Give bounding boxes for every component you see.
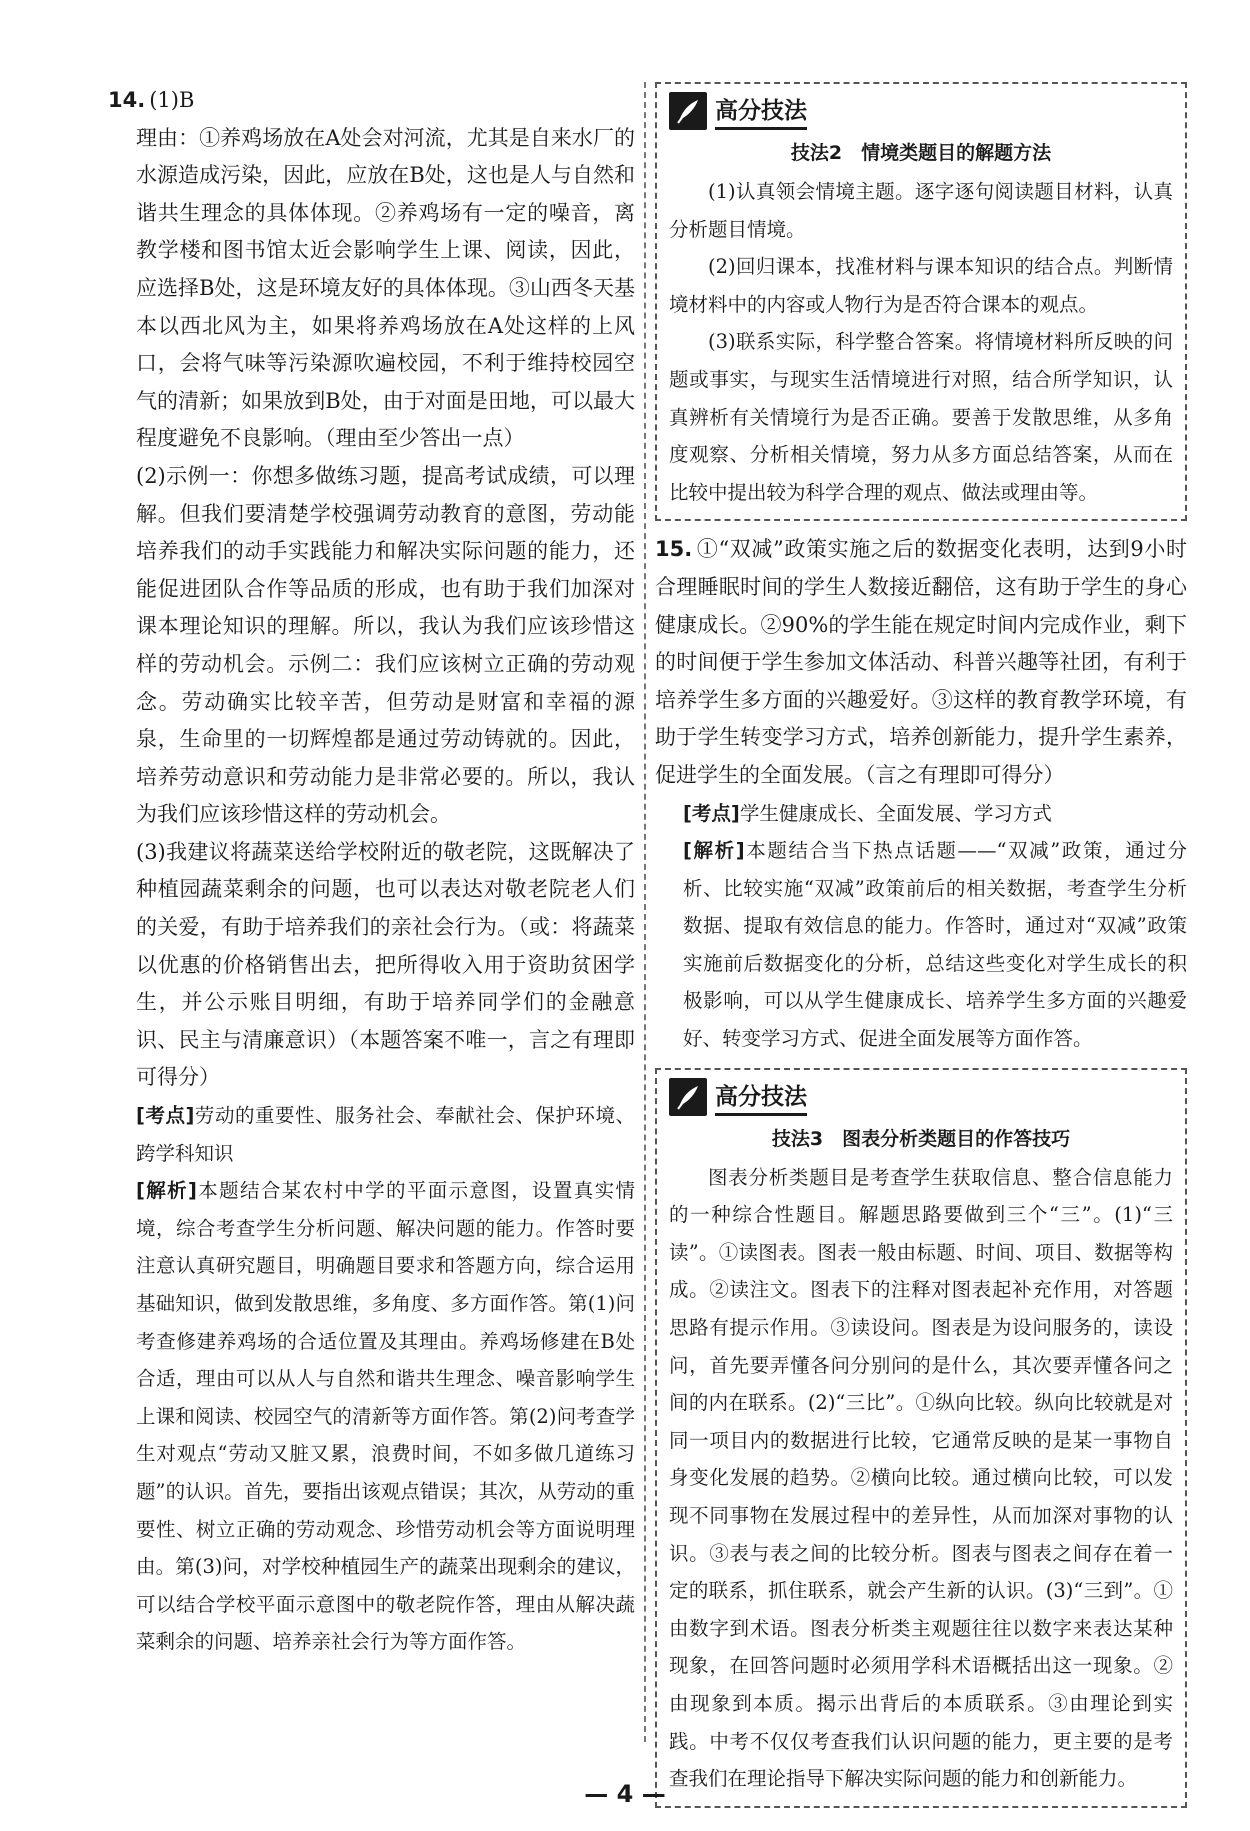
q15-answer-text: ①“双减”政策实施之后的数据变化表明，达到9小时合理睡眠时间的学生人数接近翻倍，这有助于学生的身心健康成长。②90%的学生能在规定时间内完成作业，剩下的时间便于学生参加文体活动、科普兴趣等社团，有利于培养学生多方面的兴趣爱好。③这样的教育教学环境，有助于学生转变学习方式，培养创新能力，提升学生素养，促进学生的全面发展。（言之有理即可得分）: [655, 537, 1187, 787]
skill-title: 技法3 图表分析类题目的作答技巧: [771, 1127, 1071, 1150]
right-column: [655, 82, 1187, 1808]
q14-jiexi: [108, 1172, 635, 1661]
jiexi-tag: [解析]: [136, 1179, 197, 1203]
q15-kaodian: [655, 795, 1187, 833]
kaodian-text: 学生健康成长、全面发展、学习方式: [739, 801, 1052, 825]
column-divider: [644, 82, 646, 1742]
q14-part3: (3)我建议将蔬菜送给学校附近的敬老院，这既解决了种植园蔬菜剩余的问题，也可以表达对敬老院老人们的关爱，有助于培养我们的亲社会行为。（或：将蔬菜以优惠的价格销售出去，把所得收入用于资助贫困学生，并公示账目明细，有助于培养同学们的金融意识、民主与清廉意识）（本题答案不唯一，言之有理即可得分）: [136, 839, 635, 1090]
box-paragraph: (1)认真领会情境主题。逐字逐句阅读题目材料，认真分析题目情境。: [669, 180, 1173, 241]
jiexi-text: 本题结合某农村中学的平面示意图，设置真实情境，综合考查学生分析问题、解决问题的能力。作答时要注意认真研究题目，明确题目要求和答题方向，综合运用基础知识，做到发散思维，多角度、多方面作答。第(1)问考查修建养鸡场的合适位置及其理由。养鸡场修建在B处合适，理由可以从人与自然和谐共生理念、噪音影响学生上课和阅读、校园空气的清新等方面作答。第(2)问考查学生对观点“劳动又脏又累，浪费时间，不如多做几道练习题”的认识。首先，要指出该观点错误；其次，从劳动的重要性、树立正确的劳动观念、珍惜劳动机会等方面说明理由。第(3)问，对学校种植园生产的蔬菜出现剩余的建议，可以结合学校平面示意图中的敬老院作答，理由从解决蔬菜剩余的问题、培养亲社会行为等方面作答。: [136, 1179, 635, 1654]
q14-kaodian: [108, 1097, 635, 1172]
q14-part2: (2)示例一：你想多做练习题，提高考试成绩，可以理解。但我们要清楚学校强调劳动教育的意图，劳动能培养我们的动手实践能力和解决实际问题的能力，还能促进团队合作等品质的形成，也有助于我们加深对课本理论知识的理解。所以，我认为我们应该珍惜这样的劳动机会。示例二：我们应该树立正确的劳动观念。劳动确实比较辛苦，但劳动是财富和幸福的源泉，生命里的一切辉煌都是通过劳动铸就的。因此，培养劳动意识和劳动能力是非常必要的。所以，我认为我们应该珍惜这样的劳动机会。: [136, 463, 635, 827]
left-column: [108, 82, 635, 1661]
kaodian-tag: [考点]: [136, 1104, 195, 1128]
skill-title: 技法2 情境类题目的解题方法: [790, 142, 1052, 164]
skill-box-3: [655, 1068, 1187, 1808]
q15-block: [655, 531, 1187, 1057]
q14-answer-1: [108, 82, 635, 120]
page-number: — 4 —: [584, 1780, 666, 1808]
kaodian-tag: [考点]: [683, 801, 740, 825]
box-paragraph: (2)回归课本，找准材料与课本知识的结合点。判断情境材料中的内容或人物行为是否符合课本的观点。: [669, 255, 1173, 316]
question-number-15: 15.: [655, 537, 693, 562]
q15-answer: [655, 531, 1187, 794]
box-paragraph: 图表分析类题目是考查学生获取信息、整合信息能力的一种综合性题目。解题思路要做到三个“三”。(1)“三读”。①读图表。图表一般由标题、时间、项目、数据等构成。②读注文。图表下的注释对图表起补充作用，对答题思路有提示作用。③读设问。图表是为设问服务的，读设问，首先要弄懂各问分别问的是什么，其次要弄懂各问之间的内在联系。(2)“三比”。①纵向比较。纵向比较就是对同一项目内的数据进行比较，它通常反映的是某一事物自身变化发展的趋势。②横向比较。通过横向比较，可以发现不同事物在发展过程中的差异性，从而加深对事物的认识。③表与表之间的比较分析。图表与图表之间存在着一定的联系，抓住联系，就会产生新的认识。(3)“三到”。①由数字到术语。图表分析类主观题往往以数字来表达某种现象，在回答问题时必须用学科术语概括出这一现象。②由现象到本质。揭示出背后的本质联系。③由理论到实践。中考不仅仅考查我们认识问题的能力，更主要的是考查我们在理论指导下解决实际问题的能力和创新能力。: [669, 1165, 1173, 1791]
q15-jiexi: [655, 832, 1187, 1058]
q14-part1-reason: 理由：①养鸡场放在A处会对河流，尤其是自来水厂的水源造成污染，因此，应放在B处，这也是人与自然和谐共生理念的具体体现。②养鸡场有一定的噪音，离教学楼和图书馆太近会影响学生上课、阅读，因此，应选择B处，这是环境友好的具体体现。③山西冬天基本以西北风为主，如果将养鸡场放在A处这样的上风口，会将气味等污染源吹遍校园，不利于维持校园空气的清新；如果放到B处，由于对面是田地，可以最大程度避免不良影响。（理由至少答出一点）: [136, 125, 635, 451]
feather-pen-icon: [669, 1078, 707, 1116]
q14-part1-answer: (1)B: [149, 88, 195, 112]
kaodian-text: 劳动的重要性、服务社会、奉献社会、保护环境、跨学科知识: [136, 1104, 635, 1165]
question-number-14: 14.: [108, 88, 146, 112]
feather-pen-icon: [669, 92, 707, 130]
jiexi-text: 本题结合当下热点话题——“双减”政策，通过分析、比较实施“双减”政策前后的相关数据，考查学生分析数据、提取有效信息的能力。作答时，通过对“双减”政策实施前后数据变化的分析，总结这些变化对学生成长的积极影响，可以从学生健康成长、培养学生多方面的兴趣爱好、转变学习方式、促进全面发展等方面作答。: [683, 839, 1187, 1051]
box-paragraph: (3)联系实际，科学整合答案。将情境材料所反映的问题或事实，与现实生活情境进行对照，结合所学知识，认真辨析有关情境行为是否正确。要善于发散思维，从多角度观察、分析相关情境，努力从多方面总结答案，从而在比较中提出较为科学合理的观点、做法或理由等。: [669, 330, 1173, 504]
box-title: 高分技法: [715, 92, 807, 130]
jiexi-tag: [解析]: [683, 839, 745, 863]
box-title: 高分技法: [715, 1078, 807, 1116]
box-header: [669, 92, 1173, 130]
box-header: [669, 1078, 1173, 1116]
skill-box-2: [655, 82, 1187, 521]
